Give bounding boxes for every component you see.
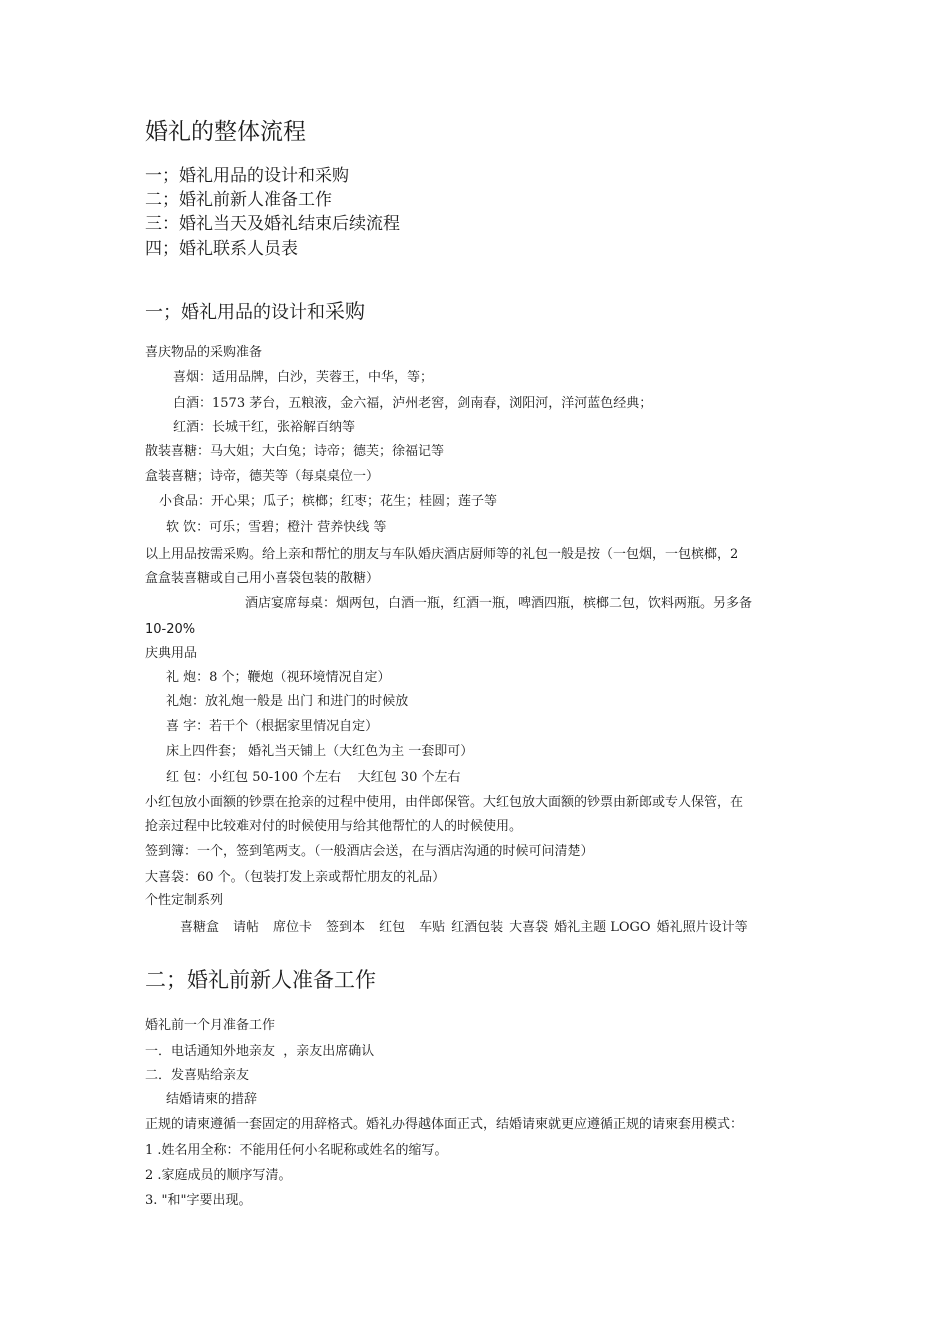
hotel-table-line-2: 10-20% [145, 622, 196, 637]
gift-note-line-1: 以上用品按需采购。给上亲和帮忙的朋友与车队婚庆酒店厨师等的礼包一般是按（一包烟，一包槟榔，2 [145, 547, 739, 562]
drinks-line: 软 饮：可乐；雪碧；橙汁 营养快线 等 [166, 520, 387, 535]
loose-candy-line: 散装喜糖：马大姐；大白兔；诗帝；德芙；徐福记等 [145, 444, 445, 459]
gift-note-line-2: 盒盒装喜糖或自己用小喜袋包装的散糖） [145, 571, 380, 586]
custom-item: 婚礼主题 LOGO [554, 920, 651, 935]
custom-item: 红酒包装 [451, 920, 504, 935]
section1-heading-tail: 采购 [325, 299, 365, 323]
custom-item: 喜糖盒 [180, 920, 220, 935]
purchase-title: 喜庆物品的采购准备 [145, 345, 263, 360]
custom-item: 大喜袋 [509, 920, 549, 935]
custom-item: 红包 [379, 920, 406, 935]
white-liquor-line: 白酒：1573 茅台，五粮液，金六福，泸州老窖，剑南春，浏阳河，洋河蓝色经典； [173, 396, 653, 411]
custom-item: 席位卡 [273, 920, 313, 935]
wording-intro: 正规的请柬遵循一套固定的用辞格式。婚礼办得越体面正式，结婚请柬就更应遵循正规的请柬套用模式： [145, 1117, 744, 1132]
custom-item: 婚礼照片设计等 [656, 920, 748, 935]
toc-item-3: 三：婚礼当天及婚礼结束后续流程 [145, 214, 400, 234]
gift-bag-line: 大喜袋：60 个。（包装打发上亲或帮忙朋友的礼品） [145, 870, 446, 885]
section2-heading: 二；婚礼前新人准备工作 [145, 968, 376, 992]
boxed-candy-line: 盒装喜糖；诗帝，德芙等（每桌桌位一） [145, 469, 380, 484]
custom-items-list [180, 919, 748, 937]
prep-item-2: 二．发喜贴给亲友 [145, 1068, 250, 1083]
section1-heading [145, 298, 365, 326]
envelope-note-line-2: 抢亲过程中比较难对付的时候使用与给其他帮忙的人的时候使用。 [145, 819, 523, 834]
cannon-note-line: 礼炮：放礼炮一般是 出门 和进门的时候放 [166, 694, 409, 709]
toc-item-1: 一；婚礼用品的设计和采购 [145, 166, 349, 186]
wording-rule-3: 3. "和"字要出现。 [145, 1193, 252, 1208]
sign-book-line: 签到簿：一个，签到笔两支。（一般酒店会送，在与酒店沟通的时候可问清楚） [145, 844, 594, 859]
custom-item: 请帖 [233, 920, 260, 935]
red-wine-line: 红酒：长城干红，张裕解百纳等 [173, 420, 356, 435]
prep-item-1: 一．电话通知外地亲友 ，亲友出席确认 [145, 1044, 375, 1059]
custom-item: 车贴 [419, 920, 446, 935]
custom-series-title: 个性定制系列 [145, 893, 224, 908]
xi-character-line: 喜 字：若干个（根据家里情况自定） [166, 719, 379, 734]
wording-rule-2: 2 .家庭成员的顺序写清。 [145, 1168, 292, 1183]
snacks-line: 小食品：开心果；瓜子；槟榔；红枣；花生；桂圆；莲子等 [159, 494, 498, 509]
red-envelope-line: 红 包：小红包 50-100 个左右 大红包 30 个左右 [166, 770, 461, 785]
wording-title: 结婚请柬的措辞 [166, 1092, 258, 1107]
bedding-line: 床上四件套； 婚礼当天铺上（大红色为主 一套即可） [166, 744, 474, 759]
cigarettes-line: 喜烟：适用品牌，白沙，芙蓉王，中华，等； [173, 370, 434, 385]
wording-rule-1: 1 .姓名用全称：不能用任何小名昵称或姓名的缩写。 [145, 1143, 448, 1158]
month-prep-title: 婚礼前一个月准备工作 [145, 1018, 276, 1033]
hotel-table-line-1: 酒店宴席每桌：烟两包，白酒一瓶，红酒一瓶，啤酒四瓶，槟榔二包，饮料两瓶。另多备 [245, 596, 753, 611]
cannon-line: 礼 炮：8 个；鞭炮（视环境情况自定） [166, 670, 391, 685]
celebration-title: 庆典用品 [145, 646, 198, 661]
envelope-note-line-1: 小红包放小面额的钞票在抢亲的过程中使用，由伴郎保管。大红包放大面额的钞票由新郎或专人保管，在 [145, 795, 744, 810]
document-title: 婚礼的整体流程 [145, 119, 306, 145]
toc-item-4: 四；婚礼联系人员表 [145, 239, 298, 259]
toc-item-2: 二；婚礼前新人准备工作 [145, 190, 332, 210]
section1-heading-main: 一；婚礼用品的设计和 [145, 302, 325, 323]
custom-item: 签到本 [326, 920, 366, 935]
